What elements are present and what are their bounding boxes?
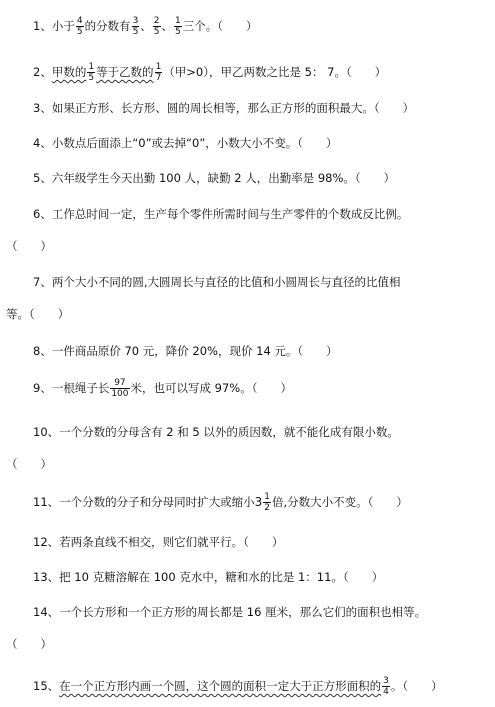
question-10-continued: （ ） xyxy=(6,457,52,471)
question-5: 5、六年级学生今天出勤 100 人，缺勤 2 人，出勤率是 98%。（ ） xyxy=(33,171,396,185)
fraction: $\frac{4}{5}$ xyxy=(76,16,83,37)
underlined-text: 甲数的 xyxy=(51,65,87,79)
fraction: $\frac{1}{2}$ xyxy=(264,492,271,513)
mixed-number-whole: 3 xyxy=(254,495,263,509)
question-4: 4、小数点后面添上“0”或去掉“0”，小数大小不变。（ ） xyxy=(33,136,338,150)
fraction: $\frac{3}{4}$ xyxy=(383,676,389,697)
question-8: 8、一件商品原价 70 元，降价 20%，现价 14 元。（ ） xyxy=(33,344,338,358)
fraction: $\frac{3}{5}$ xyxy=(132,16,139,37)
question-13: 13、把 10 克糖溶解在 100 克水中，糖和水的比是 1：11。（ ） xyxy=(33,570,384,584)
question-2: 2、甲数的 $\frac{1}{5}$ 等于乙数的 $\frac{1}{7}$ （甲>0），甲乙两数之比是 5： 7。（ ） xyxy=(33,62,387,83)
fraction: $\frac{1}{7}$ xyxy=(155,62,162,83)
question-11: 11、一个分数的分子和分母同时扩大或缩小3 $\frac{1}{2}$ 倍,分数大小不变。（ ） xyxy=(33,492,408,513)
question-14-continued: （ ） xyxy=(6,637,52,651)
question-3: 3、如果正方形、长方形、圆的周长相等，那么正方形的面积最大。（ ） xyxy=(33,101,415,115)
question-7-continued: 等。（ ） xyxy=(6,307,70,321)
underlined-text: 在一个正方形内画一个圆，这个圆的面积一定大于正方形面积的 xyxy=(59,679,382,693)
fraction: $\frac{1}{5}$ xyxy=(88,62,95,83)
fraction: $\frac{97}{100}$ xyxy=(111,378,129,399)
fraction: $\frac{2}{5}$ xyxy=(153,16,160,37)
question-14: 14、一个长方形和一个正方形的周长都是 16 厘米，那么它们的面积也相等。 xyxy=(33,605,427,619)
question-10: 10、一个分数的分母含有 2 和 5 以外的质因数，就不能化成有限小数。 xyxy=(33,425,399,439)
question-9: 9、一根绳子长 $\frac{97}{100}$ 米，也可以写成 97%。（ ） xyxy=(33,378,292,399)
fraction: $\frac{1}{5}$ xyxy=(175,16,181,37)
question-6-continued: （ ） xyxy=(6,239,52,253)
q1-text: 1、小于 xyxy=(33,19,75,33)
question-15: 15、在一个正方形内画一个圆，这个圆的面积一定大于正方形面积的 $\frac{3}{4}$ 。（ ） xyxy=(33,676,443,697)
question-6: 6、工作总时间一定，生产每个零件所需时间与生产零件的个数成反比例。 xyxy=(33,207,409,221)
question-12: 12、若两条直线不相交，则它们就平行。（ ） xyxy=(33,535,284,549)
question-1: 1、小于 $\frac{4}{5}$ 的分数有 $\frac{3}{5}$ 、 $\frac{2}{5}$ 、 $\frac{1}{5}$ 三个。（ ） xyxy=(33,16,258,37)
question-7: 7、两个大小不同的圆,大圆周长与直径的比值和小圆周长与直径的比值相 xyxy=(33,275,401,289)
underlined-text: 等于乙数的 xyxy=(96,65,154,79)
